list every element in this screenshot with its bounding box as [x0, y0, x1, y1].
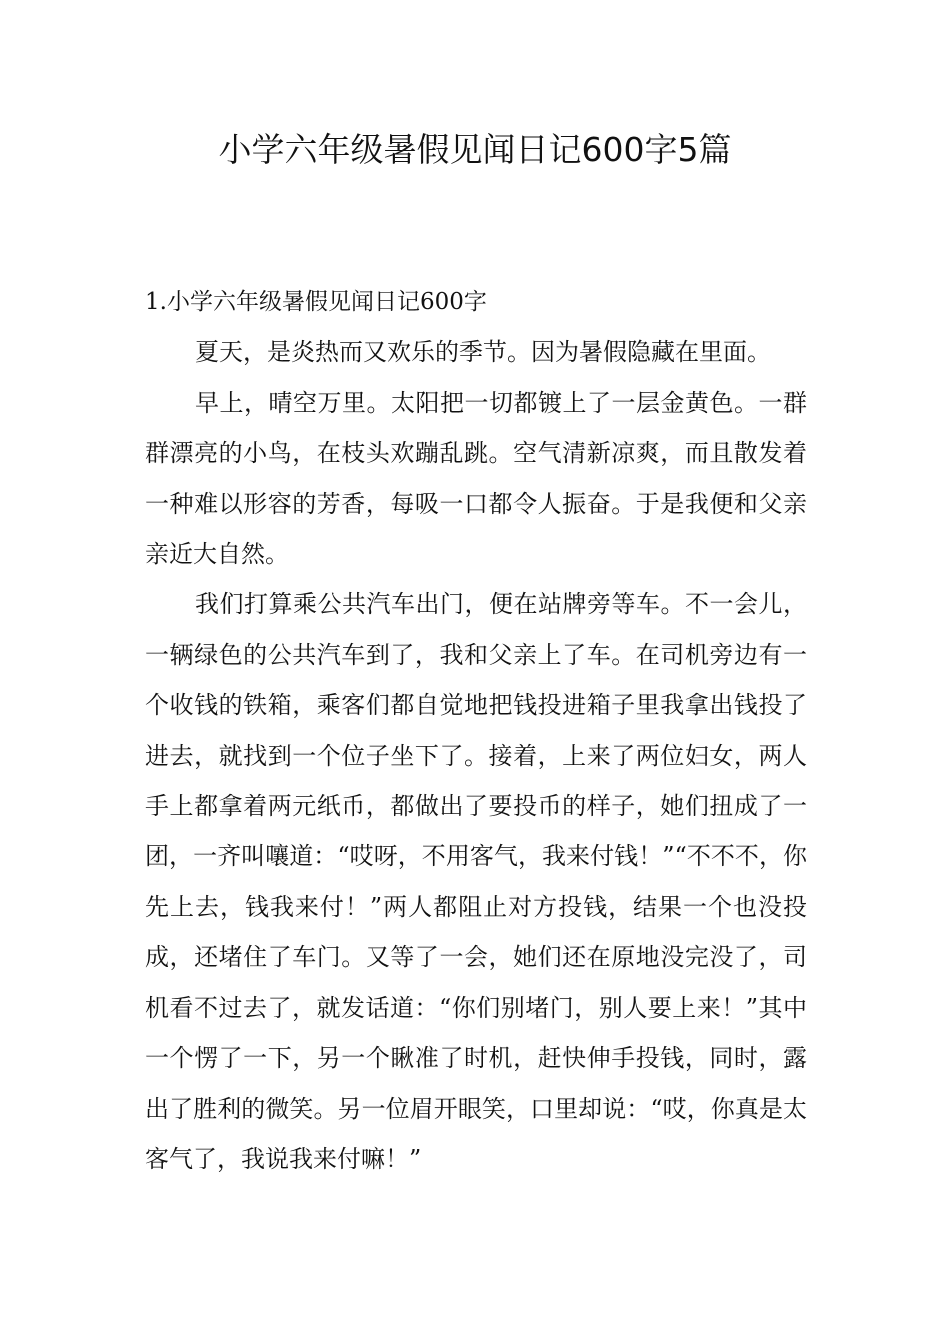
- document-title: 小学六年级暑假见闻日记600字5篇: [218, 130, 732, 169]
- paragraph-1: 夏天，是炎热而又欢乐的季节。因为暑假隐藏在里面。: [195, 338, 771, 367]
- paragraph-2: 早上，晴空万里。太阳把一切都镀上了一层金黄色。一群群漂亮的小鸟，在枝头欢蹦乱跳。空气清新凉爽，而且散发着一种难以形容的芳香，每吸一口都令人振奋。于是我便和父亲亲近大自然。: [145, 388, 807, 569]
- document-body: [145, 277, 807, 1184]
- paragraph-3: 我们打算乘公共汽车出门，便在站牌旁等车。不一会儿，一辆绿色的公共汽车到了，我和父亲上了车。在司机旁边有一个收钱的铁箱，乘客们都自觉地把钱投进箱子里我拿出钱投了进去，就找到一个位子坐下了。接着，上来了两位妇女，两人手上都拿着两元纸币，都做出了要投币的样子，她们扭成了一团，一齐叫嚷道：“哎呀，不用客气，我来付钱！”“不不不，你先上去，钱我来付！”两人都阻止对方投钱，结果一个也没投成，还堵住了车门。又等了一会，她们还在原地没完没了，司机看不过去了，就发话道：“你们别堵门，别人要上来！”其中一个愣了一下，另一个瞅准了时机，赶快伸手投钱，同时，露出了胜利的微笑。另一位眉开眼笑，口里却说：“哎，你真是太客气了，我说我来付嘛！”: [145, 590, 807, 1173]
- section-heading: 1.小学六年级暑假见闻日记600字: [145, 289, 487, 315]
